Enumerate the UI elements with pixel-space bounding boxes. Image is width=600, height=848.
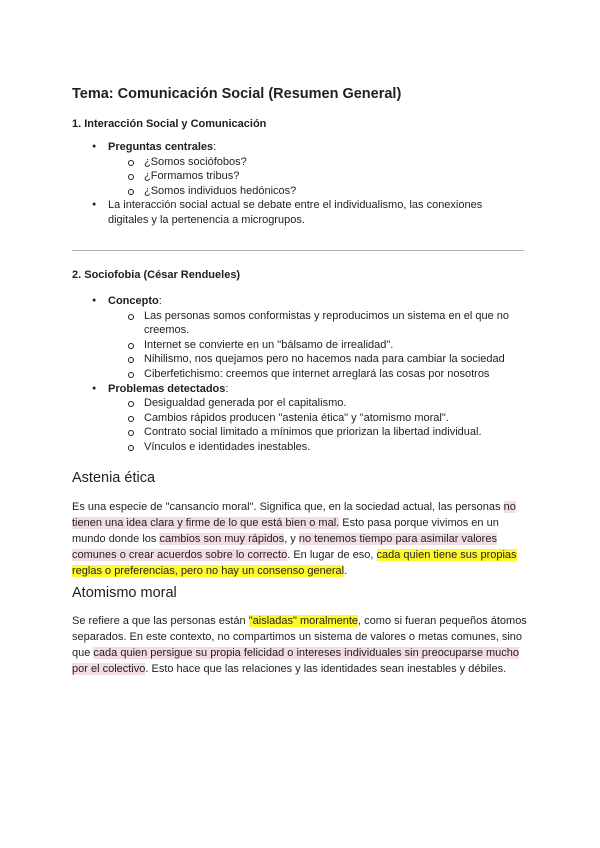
list-item: Vínculos e identidades inestables. bbox=[128, 440, 532, 455]
list-item: ● La interacción social actual se debate entre el individualismo, las conexiones digitales y la pertenencia a microgrupos. bbox=[92, 198, 518, 227]
list-item: Ciberfetichismo: creemos que internet arreglará las cosas por nosotros bbox=[128, 367, 532, 382]
highlight-pink: no tenemos tiempo para asimilar valores comunes o crear acuerdos sobre lo correcto bbox=[72, 533, 497, 561]
concepto-sublist bbox=[108, 309, 532, 382]
section-2-heading: 2. Sociofobia (César Rendueles) bbox=[72, 269, 241, 281]
highlight-pink: cada quien persigue su propia felicidad o intereses individuales sin preocuparse mucho por el colectivo bbox=[72, 647, 520, 675]
list-item: Internet se convierte en un "bálsamo de irrealidad". bbox=[128, 338, 532, 353]
section-1-list bbox=[92, 140, 532, 228]
list-item: ● Preguntas centrales: ¿Somos sociófobos? ¿Formamos tribus? ¿Somos individuos hedónicos? bbox=[92, 140, 532, 198]
list-item: ¿Somos individuos hedónicos? bbox=[128, 184, 532, 199]
list-item: ¿Formamos tribus? bbox=[128, 169, 532, 184]
horizontal-divider bbox=[72, 250, 524, 251]
list-item: Nihilismo, nos quejamos pero no hacemos nada para cambiar la sociedad bbox=[128, 352, 532, 367]
section-2-list bbox=[92, 294, 532, 455]
list-item: ¿Somos sociófobos? bbox=[128, 155, 532, 170]
problemas-label: Problemas detectados bbox=[108, 382, 226, 395]
astenia-paragraph: Es una especie de "cansancio moral". Significa que, en la sociedad actual, las personas no tienen una idea clara y firme de lo que está bien o mal. Esto pasa porque vivimos en un mundo donde los cambios son muy rápidos, y no tenemos tiempo para asimilar valores comunes o crear acuerdos sobre lo correcto. En lugar de eso, cada quien tiene sus propias reglas o preferencias, pero no hay un consenso general. bbox=[72, 501, 517, 577]
highlight-yellow: "aisladas" moralmente bbox=[248, 615, 359, 627]
list-item: ● Problemas detectados: Desigualdad generada por el capitalismo. Cambios rápidos producen "astenia ética" y "atomismo moral". Contrato social limitado a mínimos que priorizan la libertad individual. Vínculos e identidades inestables. bbox=[92, 382, 532, 455]
list-item: Desigualdad generada por el capitalismo. bbox=[128, 396, 532, 411]
problemas-sublist bbox=[108, 396, 532, 454]
list-item: ● Concepto: Las personas somos conformistas y reproducimos un sistema en el que no creemos. Internet se convierte en un "bálsamo de irrealidad". Nihilismo, nos quejamos pero no hacemos nada para cambiar la sociedad Ciberfetichismo: creemos que internet arreglará las cosas por nosotros bbox=[92, 294, 532, 382]
list-item: Cambios rápidos producen "astenia ética" y "atomismo moral". bbox=[128, 411, 532, 426]
concepto-label: Concepto bbox=[108, 295, 159, 307]
atomismo-heading: Atomismo moral bbox=[72, 585, 177, 601]
astenia-heading: Astenia ética bbox=[72, 470, 156, 486]
highlight-pink: no tienen una idea clara y firme de lo que está bien o mal. bbox=[72, 501, 516, 529]
highlight-pink: cambios son muy rápidos bbox=[159, 533, 285, 545]
list-item: Contrato social limitado a mínimos que priorizan la libertad individual. bbox=[128, 425, 532, 440]
section-1-heading: 1. Interacción Social y Comunicación bbox=[72, 118, 267, 130]
preguntas-label: Preguntas centrales bbox=[108, 141, 214, 153]
list-item: Las personas somos conformistas y reproducimos un sistema en el que no creemos. bbox=[128, 309, 532, 338]
atomismo-paragraph: Se refiere a que las personas están "aisladas" moralmente, como si fueran pequeños átomos separados. En este contexto, no compartimos un sistema de valores o metas comunes, sino que cada quien persigue su propia felicidad o intereses individuales sin preocuparse mucho por el colectivo. Esto hace que las relaciones y las identidades sean inestables y débiles. bbox=[72, 615, 527, 675]
document-title: Tema: Comunicación Social (Resumen General) bbox=[72, 86, 402, 102]
highlight-yellow: cada quien tiene sus propias reglas o preferencias, pero no hay un consenso general bbox=[72, 549, 517, 577]
questions-sublist bbox=[108, 155, 532, 199]
